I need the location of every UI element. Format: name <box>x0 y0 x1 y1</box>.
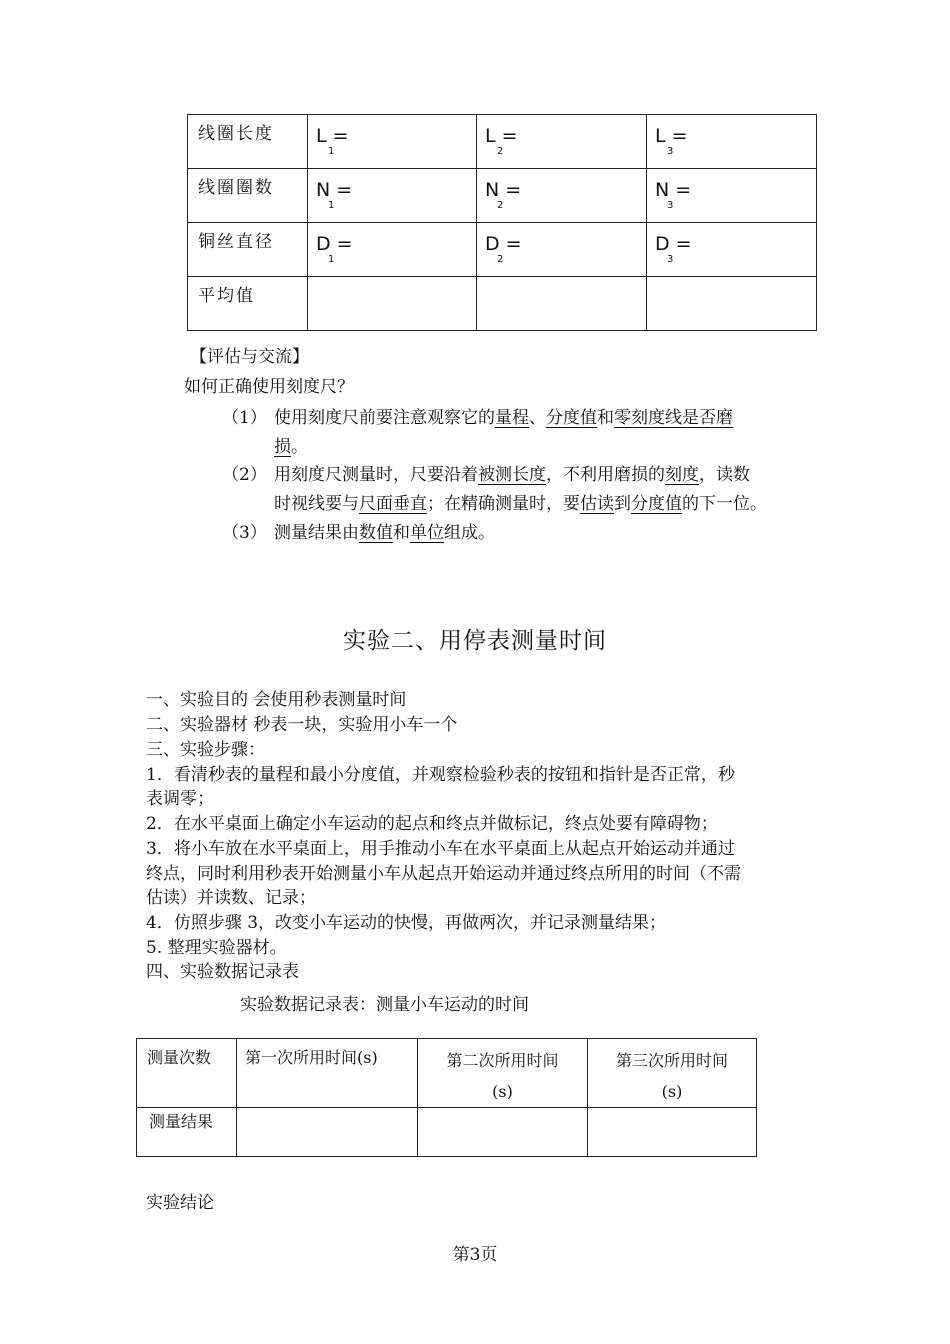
conclusion-label: 实验结论 <box>146 1193 214 1213</box>
row-label: 铜丝直径 <box>188 223 308 277</box>
eval-item-2-line-1 <box>274 461 750 489</box>
table-row <box>188 277 817 331</box>
table-cell <box>477 223 647 277</box>
row-label: 平均值 <box>188 277 308 331</box>
answer: 刻度 <box>665 465 699 485</box>
table-cell <box>647 169 817 223</box>
row-label: 线圈圈数 <box>188 169 308 223</box>
section-title: 实验二、用停表测量时间 <box>343 628 607 654</box>
table-cell <box>418 1108 588 1157</box>
answer: 分度值 <box>546 408 597 428</box>
paragraph-line: 表调零； <box>146 789 214 809</box>
paragraph-line: 5. 整理实验器材。 <box>146 938 287 958</box>
table-cell <box>647 277 817 331</box>
header-line: 第三次所用时间 <box>615 1051 728 1070</box>
paragraph-line: 终点，同时利用秒表开始测量小车从起点开始运动并通过终点所用的时间（不需 <box>146 864 741 884</box>
table-row <box>188 115 817 169</box>
answer: 分度值 <box>631 494 682 514</box>
header-line: (s) <box>492 1082 513 1101</box>
table-cell <box>308 223 477 277</box>
symbol: L = <box>655 125 688 147</box>
text: 用刻度尺测量时，尺要沿着 <box>274 465 478 485</box>
answer: 估读 <box>580 494 614 514</box>
paragraph-line: 一、实验目的 会使用秒表测量时间 <box>146 690 407 710</box>
eval-item-3-line-1 <box>274 519 495 547</box>
symbol: L = <box>485 125 518 147</box>
answer: 尺面垂直 <box>359 494 427 514</box>
text: ，读数 <box>699 465 750 485</box>
header-cell: 测量次数 <box>137 1039 237 1108</box>
text: 到 <box>614 494 631 514</box>
table-row <box>188 169 817 223</box>
subscript: 2 <box>497 254 504 265</box>
paragraph-line: 2．在水平桌面上确定小车运动的起点和终点并做标记，终点处要有障碍物； <box>146 814 718 834</box>
answer: 数值 <box>359 523 393 543</box>
text: 时视线要与 <box>274 494 359 514</box>
answer: 被测长度 <box>478 465 546 485</box>
page-number: 第3页 <box>452 1245 498 1265</box>
paragraph-line: 3．将小车放在水平桌面上，用手推动小车在水平桌面上从起点开始运动并通过 <box>146 839 735 859</box>
text: 。 <box>291 437 308 457</box>
text: 测量结果由 <box>274 523 359 543</box>
eval-item-2-line-2 <box>274 490 767 518</box>
header-line: (s) <box>661 1082 683 1101</box>
symbol: D = <box>485 233 522 255</box>
header-cell <box>418 1039 588 1108</box>
table-row <box>137 1039 757 1108</box>
symbol: D = <box>655 233 692 255</box>
table-cell <box>477 115 647 169</box>
table-cell <box>647 223 817 277</box>
table-row <box>137 1108 757 1157</box>
subscript: 3 <box>667 146 674 157</box>
symbol: N = <box>485 179 522 201</box>
text: ；在精确测量时，要 <box>427 494 580 514</box>
paragraph-line: 三、实验步骤： <box>146 740 265 760</box>
eval-item-2-number: （2） <box>222 465 267 485</box>
table-cell <box>308 169 477 223</box>
eval-item-1-number: （1） <box>222 408 267 428</box>
subscript: 1 <box>328 200 335 211</box>
eval-question: 如何正确使用刻度尺？ <box>184 377 354 397</box>
subscript: 3 <box>667 200 674 211</box>
answer: 量程 <box>495 408 529 428</box>
table-cell <box>237 1108 418 1157</box>
answer: 零刻度线是否磨 <box>614 408 733 428</box>
text: 和 <box>393 523 410 543</box>
table-cell <box>308 277 477 331</box>
subscript: 1 <box>328 254 335 265</box>
header-cell <box>588 1039 757 1108</box>
measurement-table <box>187 114 817 331</box>
table-cell <box>308 115 477 169</box>
symbol: N = <box>316 179 353 201</box>
paragraph-line: 1．看清秒表的量程和最小分度值，并观察检验秒表的按钮和指针是否正常，秒 <box>146 765 735 785</box>
subscript: 2 <box>497 146 504 157</box>
eval-heading: 【评估与交流】 <box>190 347 309 367</box>
header-cell: 第一次所用时间(s) <box>237 1039 418 1108</box>
symbol: D = <box>316 233 353 255</box>
row-label: 测量结果 <box>137 1108 237 1157</box>
paragraph-line: 4．仿照步骤 3，改变小车运动的快慢，再做两次，并记录测量结果； <box>146 913 667 933</box>
answer: 单位 <box>410 523 444 543</box>
subscript: 3 <box>667 254 674 265</box>
text: 使用刻度尺前要注意观察它的 <box>274 408 495 428</box>
eval-item-1-line-1 <box>274 404 733 432</box>
paragraph-line: 二、实验器材 秒表一块，实验用小车一个 <box>146 715 458 735</box>
table-caption: 实验数据记录表：测量小车运动的时间 <box>240 995 529 1015</box>
table-cell <box>477 169 647 223</box>
symbol: N = <box>655 179 692 201</box>
subscript: 1 <box>328 146 335 157</box>
text: ，不利用磨损的 <box>546 465 665 485</box>
paragraph-line: 估读）并读数、记录； <box>146 888 316 908</box>
table-cell <box>477 277 647 331</box>
text: 、 <box>529 408 546 428</box>
subscript: 2 <box>497 200 504 211</box>
text: 和 <box>597 408 614 428</box>
text: 组成。 <box>444 523 495 543</box>
eval-item-1-line-2 <box>274 433 308 461</box>
symbol: L = <box>316 125 349 147</box>
row-label: 线圈长度 <box>188 115 308 169</box>
header-line: 第二次所用时间 <box>446 1051 559 1070</box>
eval-item-3-number: （3） <box>222 523 267 543</box>
table-row <box>188 223 817 277</box>
timing-table <box>136 1038 757 1157</box>
table-cell <box>647 115 817 169</box>
table-cell <box>588 1108 757 1157</box>
paragraph-line: 四、实验数据记录表 <box>146 962 299 982</box>
text: 的下一位。 <box>682 494 767 514</box>
answer: 损 <box>274 437 291 457</box>
